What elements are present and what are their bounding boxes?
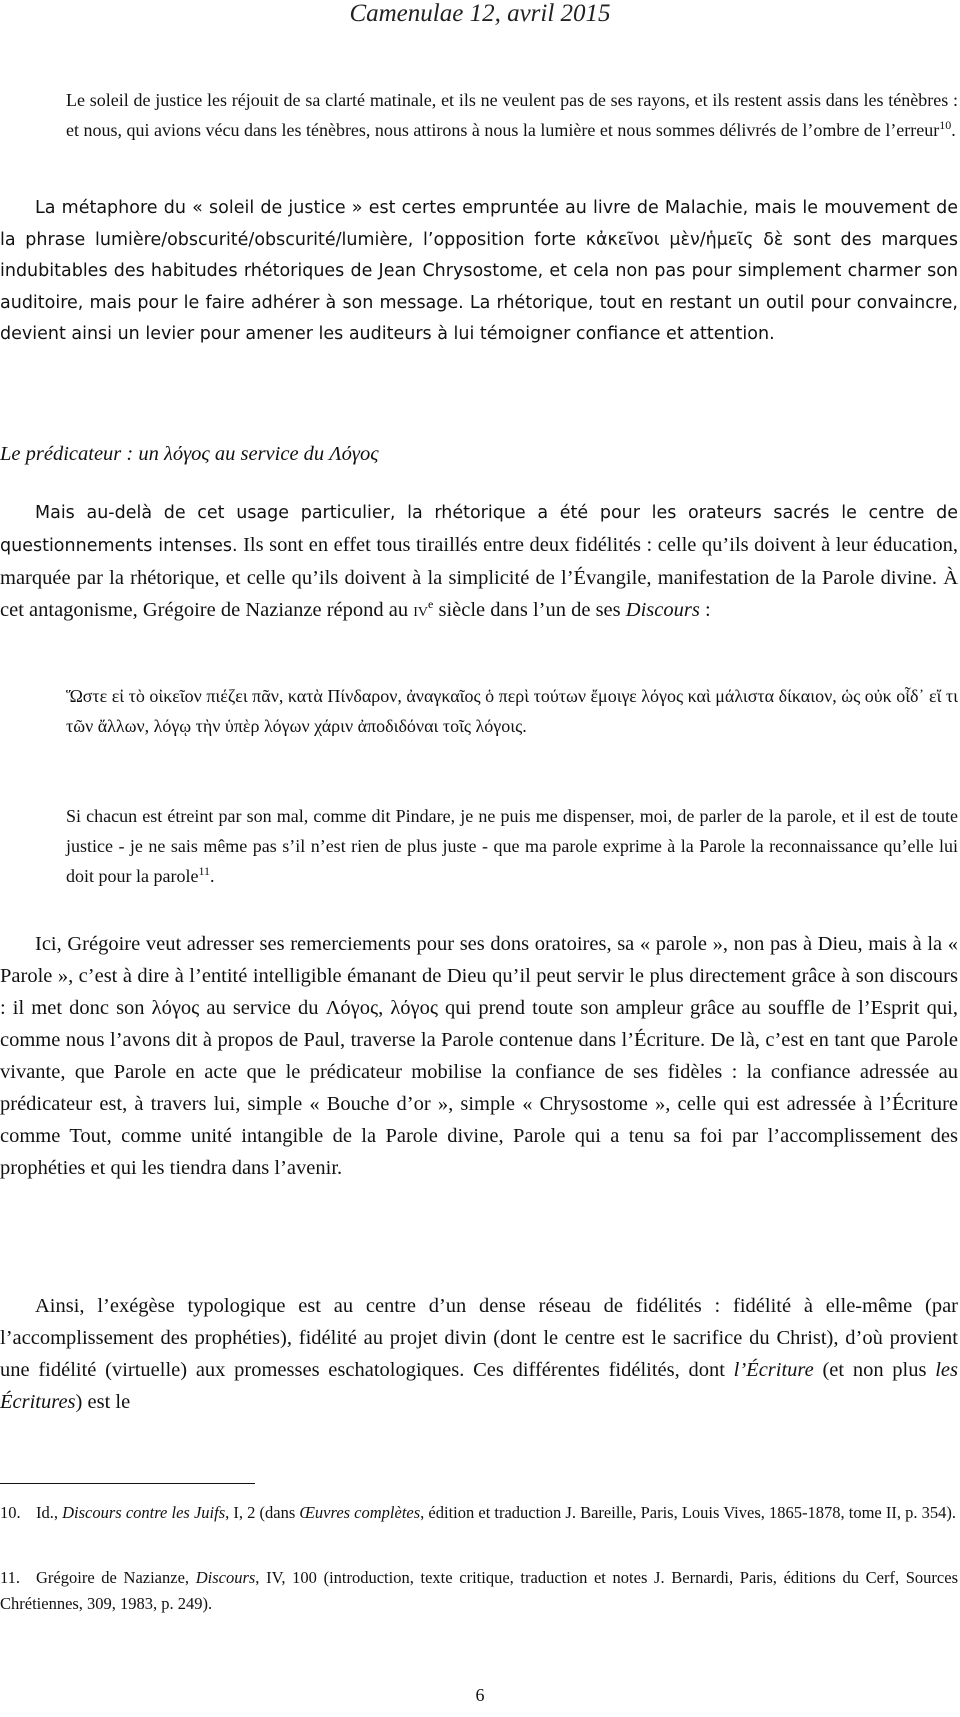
block-quote-chrysostom: Le soleil de justice les réjouit de sa clarté matinale, et ils ne veulent pas de ses rayons, et ils restent assis dans les ténèbres : et nous, qui avions vécu dans les ténèbres, nous attirons à nous la lumière et nous sommes délivrés de l’ombre de l’erreur$^{10}$. (66, 90, 958, 140)
quote-french-text: Si chacun est étreint par son mal, comme dit Pindare, je ne puis me dispenser, moi, de parler de la parole, et il est de toute justice - je ne sais même pas s’il n’est rien de plus juste - que ma parole exprime à la Parole la reconnaissance qu’elle lui doit pour la parole (66, 806, 958, 886)
quote-text: Le soleil de justice les réjouit de sa clarté matinale, et ils ne veulent pas de ses rayons, et ils restent assis dans les ténèbres : et nous, qui avions vécu dans les ténèbres, nous attirons à nous la lumière et nous sommes délivrés de l’ombre de l’erreur (66, 90, 958, 140)
paragraph-typology: Ainsi, l’exégèse typologique est au centre d’un dense réseau de fidélités : fidélité à elle-même (par l’accomplissement des prophéties), fidélité au projet divin (dont le centre est le sacrifice du Christ), d’où provient une fidélité (virtuelle) aux promesses eschatologiques. Ces différentes fidélités, dont l’Écriture (et non plus les Écritures) est le (0, 1295, 958, 1413)
footnote-number[interactable]: 11. (0, 1568, 21, 1587)
footnote-11: 11. Grégoire de Nazianze, Discours, IV, 100 (introduction, texte critique, traduction et notes J. Bernardi, Paris, éditions du Cerf, Sources Chrétiennes, 309, 1983, p. 249). (0, 1565, 958, 1617)
paragraph-rhetoric-sans: Mais au-delà de cet usage particulier, la rhétorique a été pour les orateurs sacrés le centre de questionnements intenses. (0, 503, 958, 556)
paragraph-metaphor: La métaphore du « soleil de justice » est certes empruntée au livre de Malachie, mais le mouvement de la phrase lumière/obscurité/obscurité/lumière, l’opposition forte κἀκεῖνοι μὲν/ἡμεῖς δὲ sont des marques indubitables des habitudes rhétoriques de Jean Chrysostome, et cela non pas pour simplement charmer son auditoire, mais pour le faire adhérer à son message. La rhétorique, tout en restant un outil pour convaincre, devient ainsi un levier pour amener les auditeurs à lui témoigner confiance et attention. (0, 198, 958, 344)
footnote-ref-10[interactable]: 10 (939, 118, 952, 132)
footnote-number[interactable]: 10. (0, 1503, 21, 1522)
paragraph-rhetoric: Mais au-delà de cet usage particulier, la rhétorique a été pour les orateurs sacrés le centre de questionnements intenses. Ils sont en effet tous tiraillés entre deux fidélités : celle qu’ils doivent à leur éducation, marquée par la rhétorique, et celle qu’ils doivent à la simplicité de l’Évangile, manifestation de la Parole divine. À cet antagonisme, Grégoire de Nazianze répond au $iv^e$ siècle dans l’un de ses Discours : (0, 503, 958, 621)
footnote-10: 10. Id., Discours contre les Juifs, I, 2 (dans Œuvres complètes, édition et traduction J. Bareille, Paris, Louis Vives, 1865-1878, tome II, p. 354). (0, 1500, 958, 1526)
block-quote-french: Si chacun est étreint par son mal, comme dit Pindare, je ne puis me dispenser, moi, de parler de la parole, et il est de toute justice - je ne sais même pas s’il n’est rien de plus juste - que ma parole exprime à la Parole la reconnaissance qu’elle lui doit pour la parole$^{11}$. (66, 806, 958, 886)
block-quote-greek: Ὥστε εἰ τὸ οἰκεῖον πιέζει πᾶν, κατὰ Πίνδαρον, ἀναγκαῖος ὁ περὶ τούτων ἔμοιγε λόγος καὶ μάλιστα δίκαιον, ὡς οὐκ οἶδ᾽ εἴ τι τῶν ἄλλων, λόγῳ τὴν ὑπὲρ λόγων χάριν ἀποδιδόναι τοῖς λόγοις. (66, 686, 958, 736)
work-title: Discours (625, 599, 700, 621)
footnote-separator (0, 1483, 255, 1484)
running-header: Camenulae 12, avril 2015 (349, 0, 611, 27)
footnote-ref-11[interactable]: 11 (198, 864, 211, 878)
century: iv (413, 599, 429, 621)
paragraph-gregoire: Ici, Grégoire veut adresser ses remerciements pour ses dons oratoires, sa « parole », non pas à Dieu, mais à la « Parole », c’est à dire à l’entité intelligible émanant de Dieu qu’il peut servir le plus directement grâce à son discours : il met donc son λόγος au service du Λόγος, λόγος qui prend toute son ampleur grâce au souffle de l’Esprit qui, comme nous l’avons dit à propos de Paul, traverse la Parole contenue dans l’Écriture. De là, c’est en tant que Parole vivante, que Parole en acte que le prédicateur mobilise la confiance de ses fidèles : la confiance adressée au prédicateur est, à travers lui, simple « Bouche d’or », simple « Chrysostome », celle qui est adressée à l’Écriture comme Tout, comme unité intangible de la Parole divine, Parole qui a tenu sa foi par l’accomplissement des prophéties et qui les tiendra dans l’avenir. (0, 933, 958, 1179)
page-number: 6 (475, 1685, 485, 1705)
section-heading: Le prédicateur : un λόγος au service du Λόγος (0, 443, 379, 465)
